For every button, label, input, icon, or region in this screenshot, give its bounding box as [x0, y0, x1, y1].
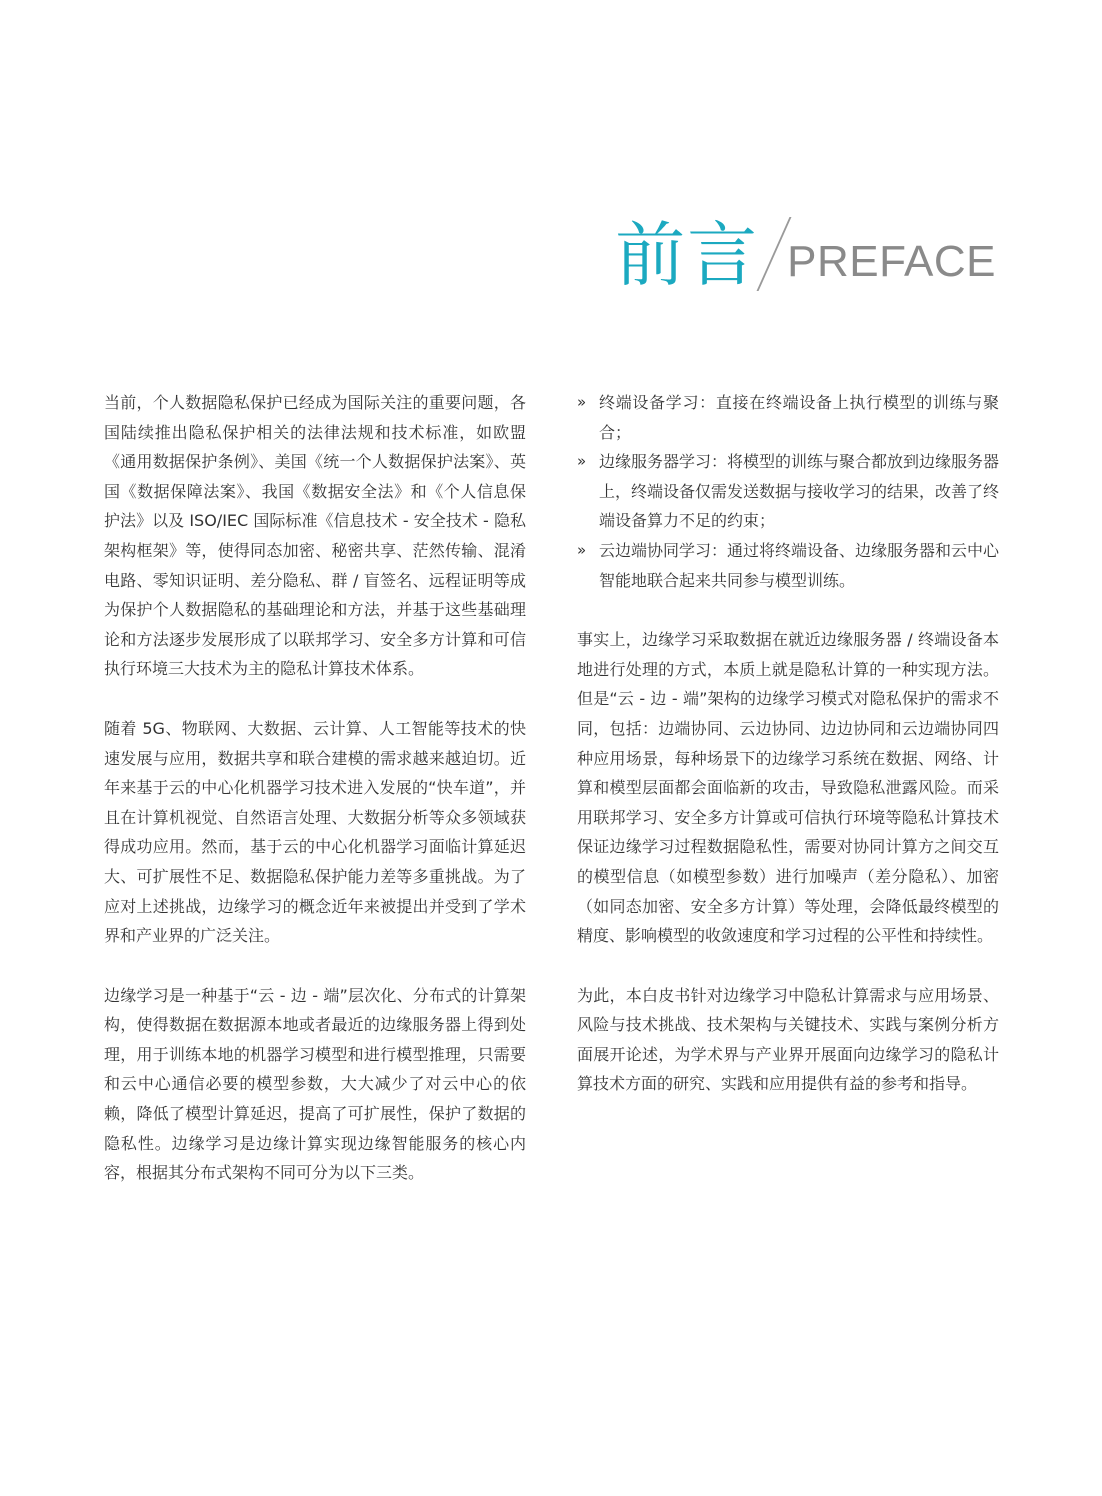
paragraph: 边缘学习是一种基于“云 - 边 - 端”层次化、分布式的计算架构，使得数据在数据源本地或者最近的边缘服务器上得到处理，用于训练本地的机器学习模型和进行模型推理，只需要和云中心通信必要的模型参数，大大减少了对云中心的依赖，降低了模型计算延迟，提高了可扩展性，保护了数据的隐私性。边缘学习是边缘计算实现边缘智能服务的核心内容，根据其分布式架构不同可分为以下三类。	[104, 985, 526, 1183]
bullet-icon: »	[577, 540, 587, 559]
bullet-icon: »	[577, 393, 587, 411]
edge-learning-types-list	[577, 388, 999, 595]
paragraph: 为此，本白皮书针对边缘学习中隐私计算需求与应用场景、风险与技术挑战、技术架构与关键技术、实践与案例分析方面展开论述，为学术界与产业界开展面向边缘学习的隐私计算技术方面的研究、实践和应用提供有益的参考和指导。	[577, 985, 999, 1094]
paragraph: 当前，个人数据隐私保护已经成为国际关注的重要问题，各国陆续推出隐私保护相关的法律法规和技术标准，如欧盟《通用数据保护条例》、美国《统一个人数据保护法案》、英国《数据保障法案》、我国《数据安全法》和《个人信息保护法》以及 ISO/IEC 国际标准《信息技术 - 安全技术 - 隐私架构框架》等，使得同态加密、秘密共享、茫然传输、混淆电路、零知识证明、差分隐私、群 / 盲签名、远程证明等成为保护个人数据隐私的基础理论和方法，并基于这些基础理论和方法逐步发展形成了以联邦学习、安全多方计算和可信执行环境三大技术为主的隐私计算技术体系。	[104, 393, 526, 679]
paragraph: 随着 5G、物联网、大数据、云计算、人工智能等技术的快速发展与应用，数据共享和联合建模的需求越来越迫切。近年来基于云的中心化机器学习技术进入发展的“快车道”，并且在计算机视觉、自然语言处理、大数据分析等众多领域获得成功应用。然而，基于云的中心化机器学习面临计算延迟大、可扩展性不足、数据隐私保护能力差等多重挑战。为了应对上述挑战，边缘学习的概念近年来被提出并受到了学术界和产业界的广泛关注。	[104, 718, 526, 946]
list-item	[577, 388, 999, 447]
list-item-text: 终端设备学习：直接在终端设备上执行模型的训练与聚合；	[599, 393, 999, 442]
right-column	[577, 388, 999, 1129]
bullet-icon: »	[577, 452, 587, 471]
list-item	[577, 447, 999, 536]
paragraph: 事实上，边缘学习采取数据在就近边缘服务器 / 终端设备本地进行处理的方式，本质上就是隐私计算的一种实现方法。但是“云 - 边 - 端”架构的边缘学习模式对隐私保护的需求不同，包括：边端协同、云边协同、边边协同和云边端协同四种应用场景，每种场景下的边缘学习系统在数据、网络、计算和模型层面都会面临新的攻击，导致隐私泄露风险。而采用联邦学习、安全多方计算或可信执行环境等隐私计算技术保证边缘学习过程数据隐私性，需要对协同计算方之间交互的模型信息（如模型参数）进行加噪声（差分隐私）、加密（如同态加密、安全多方计算）等处理，会降低最终模型的精度、影响模型的收敛速度和学习过程的公平性和持续性。	[577, 630, 999, 946]
left-column	[104, 388, 526, 1218]
list-item	[577, 536, 999, 595]
page-title-en: PREFACE	[787, 237, 996, 286]
list-item-text: 边缘服务器学习：将模型的训练与聚合都放到边缘服务器上，终端设备仅需发送数据与接收学习的结果，改善了终端设备算力不足的约束；	[599, 452, 1000, 531]
page-title-zh: 前言	[615, 214, 760, 296]
page-header	[615, 205, 996, 295]
list-item-text: 云边端协同学习：通过将终端设备、边缘服务器和云中心智能地联合起来共同参与模型训练。	[599, 540, 1000, 590]
